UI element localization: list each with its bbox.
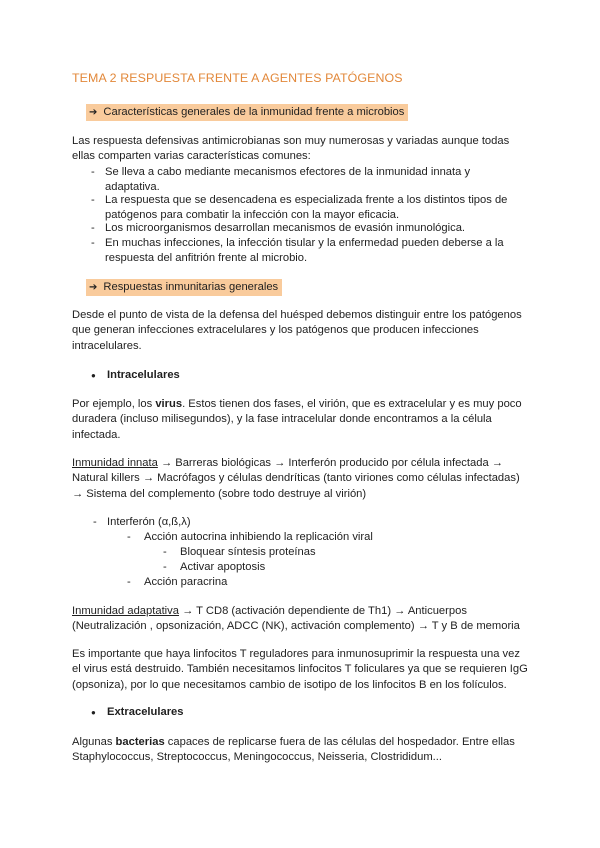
section-heading-respuestas — [86, 279, 282, 296]
text-line: → Sistema del complemento (sobre todo destruye al virión) — [72, 487, 367, 500]
text-line: Interferón (α,ß,λ) — [107, 516, 191, 528]
underlined-label: Inmunidad innata — [72, 457, 158, 469]
subheading-extracelulares — [91, 705, 184, 720]
text-line: Acción paracrina — [144, 576, 228, 588]
paragraph-inmunidad-innata — [72, 456, 542, 502]
subheading-text: Intracelulares — [107, 369, 180, 381]
list-item-bloquear — [163, 545, 316, 560]
underlined-label: Inmunidad adaptativa — [72, 605, 179, 617]
text-line: Natural killers → Macrófagos y células dendríticas (tanto viriones como células infectadas) — [72, 472, 520, 485]
paragraph-bacterias — [72, 735, 542, 766]
paragraph-virus — [72, 397, 532, 443]
text-line: Staphylococcus, Streptococcus, Meningococcus, Neisseria, Clostrididum... — [72, 751, 442, 764]
text-line: el virus está destruido. También necesitamos linfocitos T foliculares ya que se requieren IgG — [72, 663, 528, 676]
list-item-activar — [163, 560, 266, 575]
paragraph-intro-1 — [72, 134, 532, 165]
text-run: . Estos tienen dos fases, el virión, que es extracelular y es muy poco — [182, 398, 522, 410]
text-line: Acción autocrina inhibiendo la replicación viral — [144, 531, 373, 543]
dash-marker: - — [91, 222, 95, 234]
text-line: Activar apoptosis — [180, 561, 266, 573]
bold-term: bacterias — [115, 736, 165, 748]
dash-marker: - — [163, 546, 167, 558]
subheading-text: Extracelulares — [107, 706, 184, 718]
text-line: Las respuesta defensivas antimicrobianas son muy numerosas y variadas aunque todas — [72, 135, 510, 147]
list-item — [91, 193, 525, 224]
arrow-icon: ➔ — [89, 107, 98, 118]
text-line: Desde el punto de vista de la defensa del huésped debemos distinguir entre los patógenos — [72, 309, 522, 321]
document-title: TEMA 2 RESPUESTA FRENTE A AGENTES PATÓGENOS — [72, 71, 403, 85]
text-line: Es importante que haya linfocitos T reguladores para inmunosuprimir la respuesta una vez — [72, 648, 520, 660]
text-line: Los microorganismos desarrollan mecanismos de evasión inmunológica. — [105, 222, 466, 234]
list-item-autocrina — [127, 530, 373, 545]
section-heading-caracteristicas — [86, 104, 408, 121]
text-line: respuesta del anfitrión frente al microbio. — [105, 252, 308, 265]
text-line: En muchas infecciones, la infección tisular y la enfermedad pueden deberse a la — [105, 237, 504, 249]
list-item — [91, 236, 525, 267]
text-line: infectada. — [72, 428, 121, 441]
list-item — [91, 221, 525, 236]
text-line: Se lleva a cabo mediante mecanismos efectores de la inmunidad innata y — [105, 166, 471, 178]
bold-term: virus — [155, 398, 183, 410]
dash-marker: - — [127, 531, 131, 543]
text-line: (Neutralización , opsonización, ADCC (NK), activación complemento) → T y B de memoria — [72, 620, 520, 633]
text-line: que generan infecciones extracelulares y los patógenos que producen infecciones — [72, 324, 479, 337]
section-heading-text: Características generales de la inmunidad frente a microbios — [103, 106, 405, 118]
dash-marker: - — [91, 194, 95, 206]
list-item-paracrina — [127, 575, 228, 590]
list-item — [91, 165, 525, 196]
text-run: → Barreras biológicas → Interferón producido por célula infectada → — [157, 457, 503, 469]
dash-marker: - — [91, 166, 95, 178]
bullet-dot-icon: ● — [91, 708, 96, 717]
text-line: ellas comparten varias características comunes: — [72, 150, 311, 163]
dash-marker: - — [127, 576, 131, 588]
text-run: Por ejemplo, los — [72, 398, 156, 410]
paragraph-inmunidad-adaptativa — [72, 604, 542, 635]
text-line — [72, 456, 542, 471]
list-item-interferon — [93, 515, 191, 530]
text-run: Algunas — [72, 736, 116, 748]
text-line: duradera (incluso milisegundos), y la fase intracelular donde encontramos a la célula — [72, 413, 492, 426]
arrow-icon: ➔ — [89, 282, 98, 293]
text-line: La respuesta que se desencadena es especializada frente a los distintos tipos de — [105, 194, 508, 206]
text-run: → T CD8 (activación dependiente de Th1) → Anticuerpos — [178, 605, 467, 617]
text-line — [72, 604, 542, 619]
paragraph-linfocitos — [72, 647, 542, 693]
text-line: Bloquear síntesis proteínas — [180, 546, 316, 558]
text-run: capaces de replicarse fuera de las células del hospedador. Entre ellas — [164, 736, 515, 748]
dash-marker: - — [91, 237, 95, 249]
text-line — [72, 735, 542, 750]
paragraph-intro-2 — [72, 308, 532, 354]
text-line: intracelulares. — [72, 339, 142, 352]
text-line: (opsoniza), por lo que necesitamos cambio de isotipo de los linfocitos B en los folículos. — [72, 678, 507, 691]
bullet-dot-icon: ● — [91, 371, 96, 380]
subheading-intracelulares — [91, 368, 180, 383]
dash-marker: - — [163, 561, 167, 573]
dash-marker: - — [93, 516, 97, 528]
text-line: patógenos para combatir la infección con la mayor eficacia. — [105, 209, 400, 222]
text-line — [72, 397, 532, 412]
section-heading-text: Respuestas inmunitarias generales — [103, 281, 279, 293]
text-line: adaptativa. — [105, 181, 160, 194]
